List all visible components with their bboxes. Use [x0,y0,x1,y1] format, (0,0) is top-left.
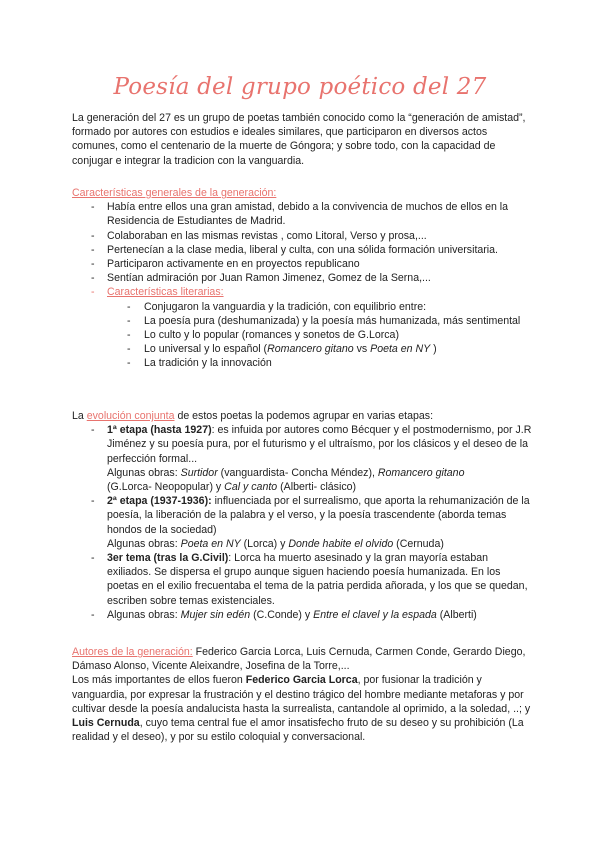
list-item: - Lo universal y lo español (Romancero gitano vs Poeta en NY ) [127,343,437,356]
evolution-section [72,409,534,622]
stage-item: - 2ª etapa (1937-1936): influenciada por el surrealismo, que aporta la rehumanización de la poesía, la liberación de la palabra y el verso, y la poesía trascendente (aborda temas hondos de la sociedad) Algunas obras: Poeta en NY (Lorca) y Donde habite el olvido (Cernuda) [91,495,530,550]
list-item: - Conjugaron la vanguardia y la tradición, con equilibrio entre: [127,300,427,313]
characteristics-heading: Características generales de la generación: [72,187,277,199]
stage-item: - 1ª etapa (hasta 1927): es infuida por autores como Bécquer y el postmodernismo, por J.R Jiménez y su poesía pura, por el futurismo y el ultraísmo, por los clásicos y el deseo de la perfección formal... Algunas obras: Surtidor (vanguardista- Concha Méndez), Romancero gitano (G.Lorca- Neopopular) y Cal y canto (Alberti- clásico) [91,424,532,494]
list-item: - Lo culto y lo popular (romances y sonetos de G.Lorca) [127,329,399,342]
authors-paragraph: Los más importantes de ellos fueron Federico Garcia Lorca, por fusionar la tradición y vanguardia, por expresar la frustración y el destino trágico del hombre mediante metaforas y por cultivar desde la poesía andalucista hasta la surrealista, cantandole al oprimido, a la soledad, ..; y Luis Cernuda, cuyo tema central fue el amor insatisfecho fruto de su deseo y su prohibición (La realidad y el deseo), y por su estilo coloquial y conversacional. [72,674,531,744]
evolution-intro: La evolución conjunta de estos poetas la podemos agrupar en varias etapas: [72,410,434,422]
list-item: - Colaboraban en las mismas revistas , como Litoral, Verso y prosa,... [91,229,427,242]
stage-item: - Algunas obras: Mujer sin edén (C.Conde) y Entre el clavel y la espada (Alberti) [91,608,477,621]
characteristics-list [72,200,534,285]
evolution-link-text: evolución conjunta [86,410,175,422]
list-item: - La poesía pura (deshumanizada) y la poesía más humanizada, más sentimental [127,314,521,327]
list-item: - Había entre ellos una gran amistad, debido a la convivencia de muchos de ellos en la Residencia de Estudiantes de Madrid. [91,201,509,228]
list-item: - Participaron activamente en en proyectos republicano [91,258,360,271]
stages-list [72,423,534,622]
literary-heading: - Características literarias: [91,286,224,299]
authors-section [72,645,534,744]
intro-paragraph: La generación del 27 es un grupo de poetas también conocido como la “generación de amistad”, formado por autores con estudios e ideales similares, que participaron en diversos actos comunes, como el centenario de la muerte de Góngora; y sobre todo, con la capacidad de conjugar e integrar la tradicion con la vanguardia. [72,112,526,167]
literary-list [72,300,534,371]
stage-item: - 3er tema (tras la G.Civil): Lorca ha muerto asesinado y la gran mayoría estaban exiliados. Se dispersa el grupo aunque siguen haciendo poesía humanizada. En los poetas en el exilio frecuentaba el tema de la patria perdida añorada, y los que se quedan, escriben sobre temas existenciales. [91,552,528,607]
authors-heading: Autores de la generación: [72,646,193,658]
authors-list: Autores de la generación: Federico Garcia Lorca, Luis Cernuda, Carmen Conde, Gerardo Diego, Dámaso Alonso, Vicente Aleixandre, Josefina de la Torre,... [72,646,526,673]
list-item: - Pertenecían a la clase media, liberal y culta, con una sólida formación universitaria. [91,243,498,256]
list-item: - La tradición y la innovación [127,357,272,370]
page-title: Poesía del grupo poético del 27 [113,74,487,100]
list-item: - Sentían admiración por Juan Ramon Jimenez, Gomez de la Serna,... [91,272,431,285]
characteristics-section [72,186,534,371]
